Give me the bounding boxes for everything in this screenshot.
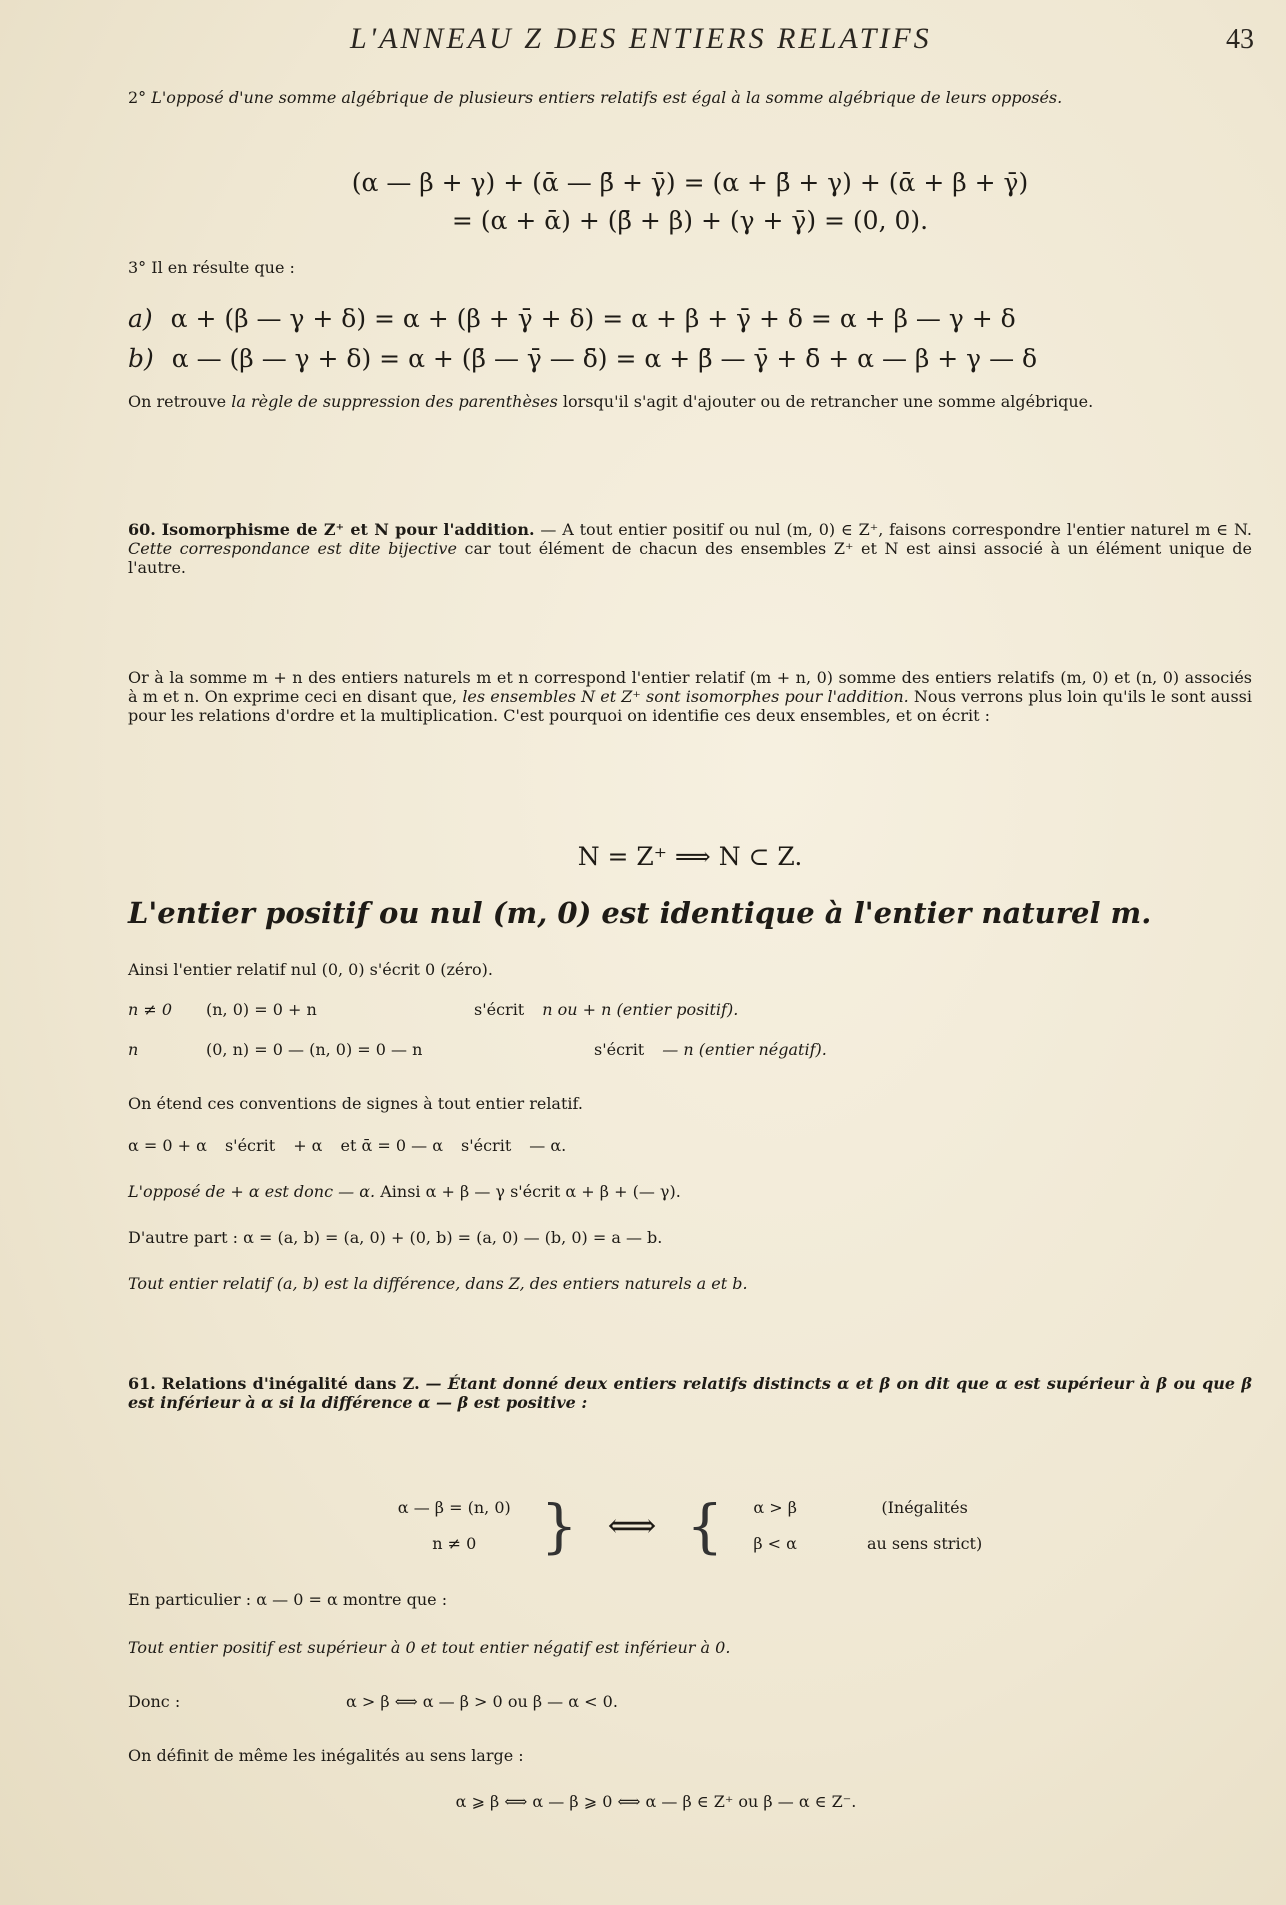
section-60-intro-italic: Cette correspondance est dite bijective xyxy=(128,539,457,558)
oppose-rest: Ainsi α + β — γ s'écrit α + β + (— γ). xyxy=(380,1182,681,1201)
item-3-b xyxy=(128,344,1252,373)
equivalence-arrow: ⟺ xyxy=(607,1506,657,1546)
page-header xyxy=(0,18,1286,58)
section-60-title: Isomorphisme de Z⁺ et N pour l'addition. xyxy=(161,520,535,539)
section-60-intro-end: car tout élément de chacun des ensembles Z⁺ et N est ainsi associé à un élément unique de l'autre. xyxy=(128,539,1252,577)
section-61-title: Relations d'inégalité dans Z. xyxy=(161,1374,420,1393)
note-1: (Inégalités xyxy=(881,1498,968,1517)
donc-line xyxy=(128,1692,1252,1711)
item-3 xyxy=(128,258,1252,277)
item-3-label: 3° xyxy=(128,258,147,277)
identity-statement: L'entier positif ou nul (m, 0) est identique à l'entier naturel m. xyxy=(128,896,1152,930)
section-60-intro: — A tout entier positif ou nul (m, 0) ∈ Z⁺, faisons correspondre l'entier naturel m ∈ N. xyxy=(540,520,1253,539)
conclusion-start: On retrouve xyxy=(128,392,227,411)
section-61 xyxy=(128,1374,1252,1412)
section-61-number: 61. xyxy=(128,1374,156,1393)
conclusion-end: lorsqu'il s'agit d'ajouter ou de retrancher une somme algébrique. xyxy=(562,392,1094,411)
positive-row-verb: s'écrit xyxy=(474,1000,525,1019)
item-3-b-eq: α — (β — γ + δ) = α + (β̄ — γ̄ — δ̄) = α + β̄ — γ̄ + δ̄ + α — β + γ — δ xyxy=(171,344,1038,373)
item-3-a-eq: α + (β — γ + δ) = α + (β + γ̄ + δ) = α + β + γ̄ + δ = α + β — γ + δ xyxy=(170,304,1016,333)
conclusion-italic: la règle de suppression des parenthèses xyxy=(231,392,558,411)
negative-row-cond: n xyxy=(128,1040,139,1059)
autre-line: D'autre part : α = (a, b) = (a, 0) + (0, b) = (a, 0) — (b, 0) = a — b. xyxy=(128,1228,663,1247)
page-number: 43 xyxy=(1226,24,1254,55)
sign-row-d: et ᾱ = 0 — α xyxy=(340,1136,444,1155)
item-3-a-label: a) xyxy=(128,304,153,333)
particulier-line: En particulier : α — 0 = α montre que : xyxy=(128,1590,448,1609)
negative-row-expr: (0, n) = 0 — (n, 0) = 0 — n xyxy=(206,1040,423,1059)
oppose-italic: L'opposé de + α est donc — α. xyxy=(128,1182,376,1201)
section-60-number: 60. xyxy=(128,520,156,539)
donc-eq: α > β ⟺ α — β > 0 ou β — α < 0. xyxy=(346,1692,618,1711)
tout-line: Tout entier relatif (a, b) est la différence, dans Z, des entiers naturels a et b. xyxy=(128,1274,748,1293)
case-left-2: n ≠ 0 xyxy=(432,1534,477,1553)
negative-row-result: — n (entier négatif). xyxy=(662,1040,827,1059)
item-2-label: 2° xyxy=(128,88,147,107)
sign-row-c: + α xyxy=(293,1136,323,1155)
section-60 xyxy=(128,520,1252,577)
item-2-eq1: (α — β + γ) + (ᾱ — β̄ + γ̄) = (α + β̄ + γ) + (ᾱ + β + γ̄) xyxy=(351,168,1029,197)
oppose-line xyxy=(128,1182,1252,1201)
positive-row xyxy=(128,1000,1252,1019)
item-2-text: L'opposé d'une somme algébrique de plusieurs entiers relatifs est égal à la somme algébrique de leurs opposés. xyxy=(151,88,1063,107)
sign-row-f: — α. xyxy=(529,1136,567,1155)
para2-b: Nous verrons plus loin qu'ils le sont aussi pour les relations d'ordre et la multiplication. C'est pourquoi on identifie ces deux ensembles, et on écrit : xyxy=(128,687,1253,725)
sign-row xyxy=(128,1136,1252,1155)
large-line: On définit de même les inégalités au sens large : xyxy=(128,1746,524,1765)
case-right-2: β < α xyxy=(753,1534,797,1553)
large-eq: α ⩾ β ⟺ α — β ⩾ 0 ⟺ α — β ∈ Z⁺ ou β — α ∈ Z⁻. xyxy=(455,1792,857,1811)
running-title: L'ANNEAU Z DES ENTIERS RELATIFS xyxy=(350,22,932,55)
positive-row-result: n ou + n (entier positif). xyxy=(542,1000,739,1019)
sign-row-a: α = 0 + α xyxy=(128,1136,207,1155)
item-2 xyxy=(128,88,1252,107)
section-61-intro: — Étant donné deux entiers relatifs distincts α et β on dit que α est supérieur à β ou que β est inférieur à α si la différence α — β est positive : xyxy=(128,1374,1252,1412)
negative-row-verb: s'écrit xyxy=(594,1040,645,1059)
strict-inequality-cases xyxy=(128,1490,1252,1562)
note-2: au sens strict) xyxy=(866,1534,983,1553)
extend-line: On étend ces conventions de signes à tout entier relatif. xyxy=(128,1094,583,1113)
positive-row-cond: n ≠ 0 xyxy=(128,1000,173,1019)
sign-row-e: s'écrit xyxy=(461,1136,512,1155)
negative-row xyxy=(128,1040,1252,1059)
positive-row-expr: (n, 0) = 0 + n xyxy=(206,1000,317,1019)
case-left-1: α — β = (n, 0) xyxy=(397,1498,511,1517)
right-brace-icon: } xyxy=(540,1492,578,1560)
para2-italic: les ensembles N et Z⁺ sont isomorphes pour l'addition. xyxy=(462,687,909,706)
left-brace-icon: { xyxy=(686,1492,724,1560)
item-3-a xyxy=(128,304,1252,333)
item-3-conclusion xyxy=(128,392,1252,411)
donc-label: Donc : xyxy=(128,1692,181,1711)
para2-a: Or à la somme m + n des entiers naturels m et n correspond l'entier relatif (m + n, 0) somme des entiers relatifs (m, 0) et (n, 0) associés à m et n. On exprime ceci en disant que, xyxy=(128,668,1252,706)
section-60-para2 xyxy=(128,668,1252,725)
item-2-eq2: = (α + ᾱ) + (β̄ + β) + (γ + γ̄) = (0, 0). xyxy=(451,206,929,235)
item-3-b-label: b) xyxy=(128,344,154,373)
tout-positif-line: Tout entier positif est supérieur à 0 et tout entier négatif est inférieur à 0. xyxy=(128,1638,731,1657)
case-right-1: α > β xyxy=(753,1498,797,1517)
zero-line: Ainsi l'entier relatif nul (0, 0) s'écrit 0 (zéro). xyxy=(128,960,494,979)
item-3-text: Il en résulte que : xyxy=(151,258,295,277)
identification-equation: N = Z⁺ ⟹ N ⊂ Z. xyxy=(577,842,803,871)
sign-row-b: s'écrit xyxy=(224,1136,276,1155)
